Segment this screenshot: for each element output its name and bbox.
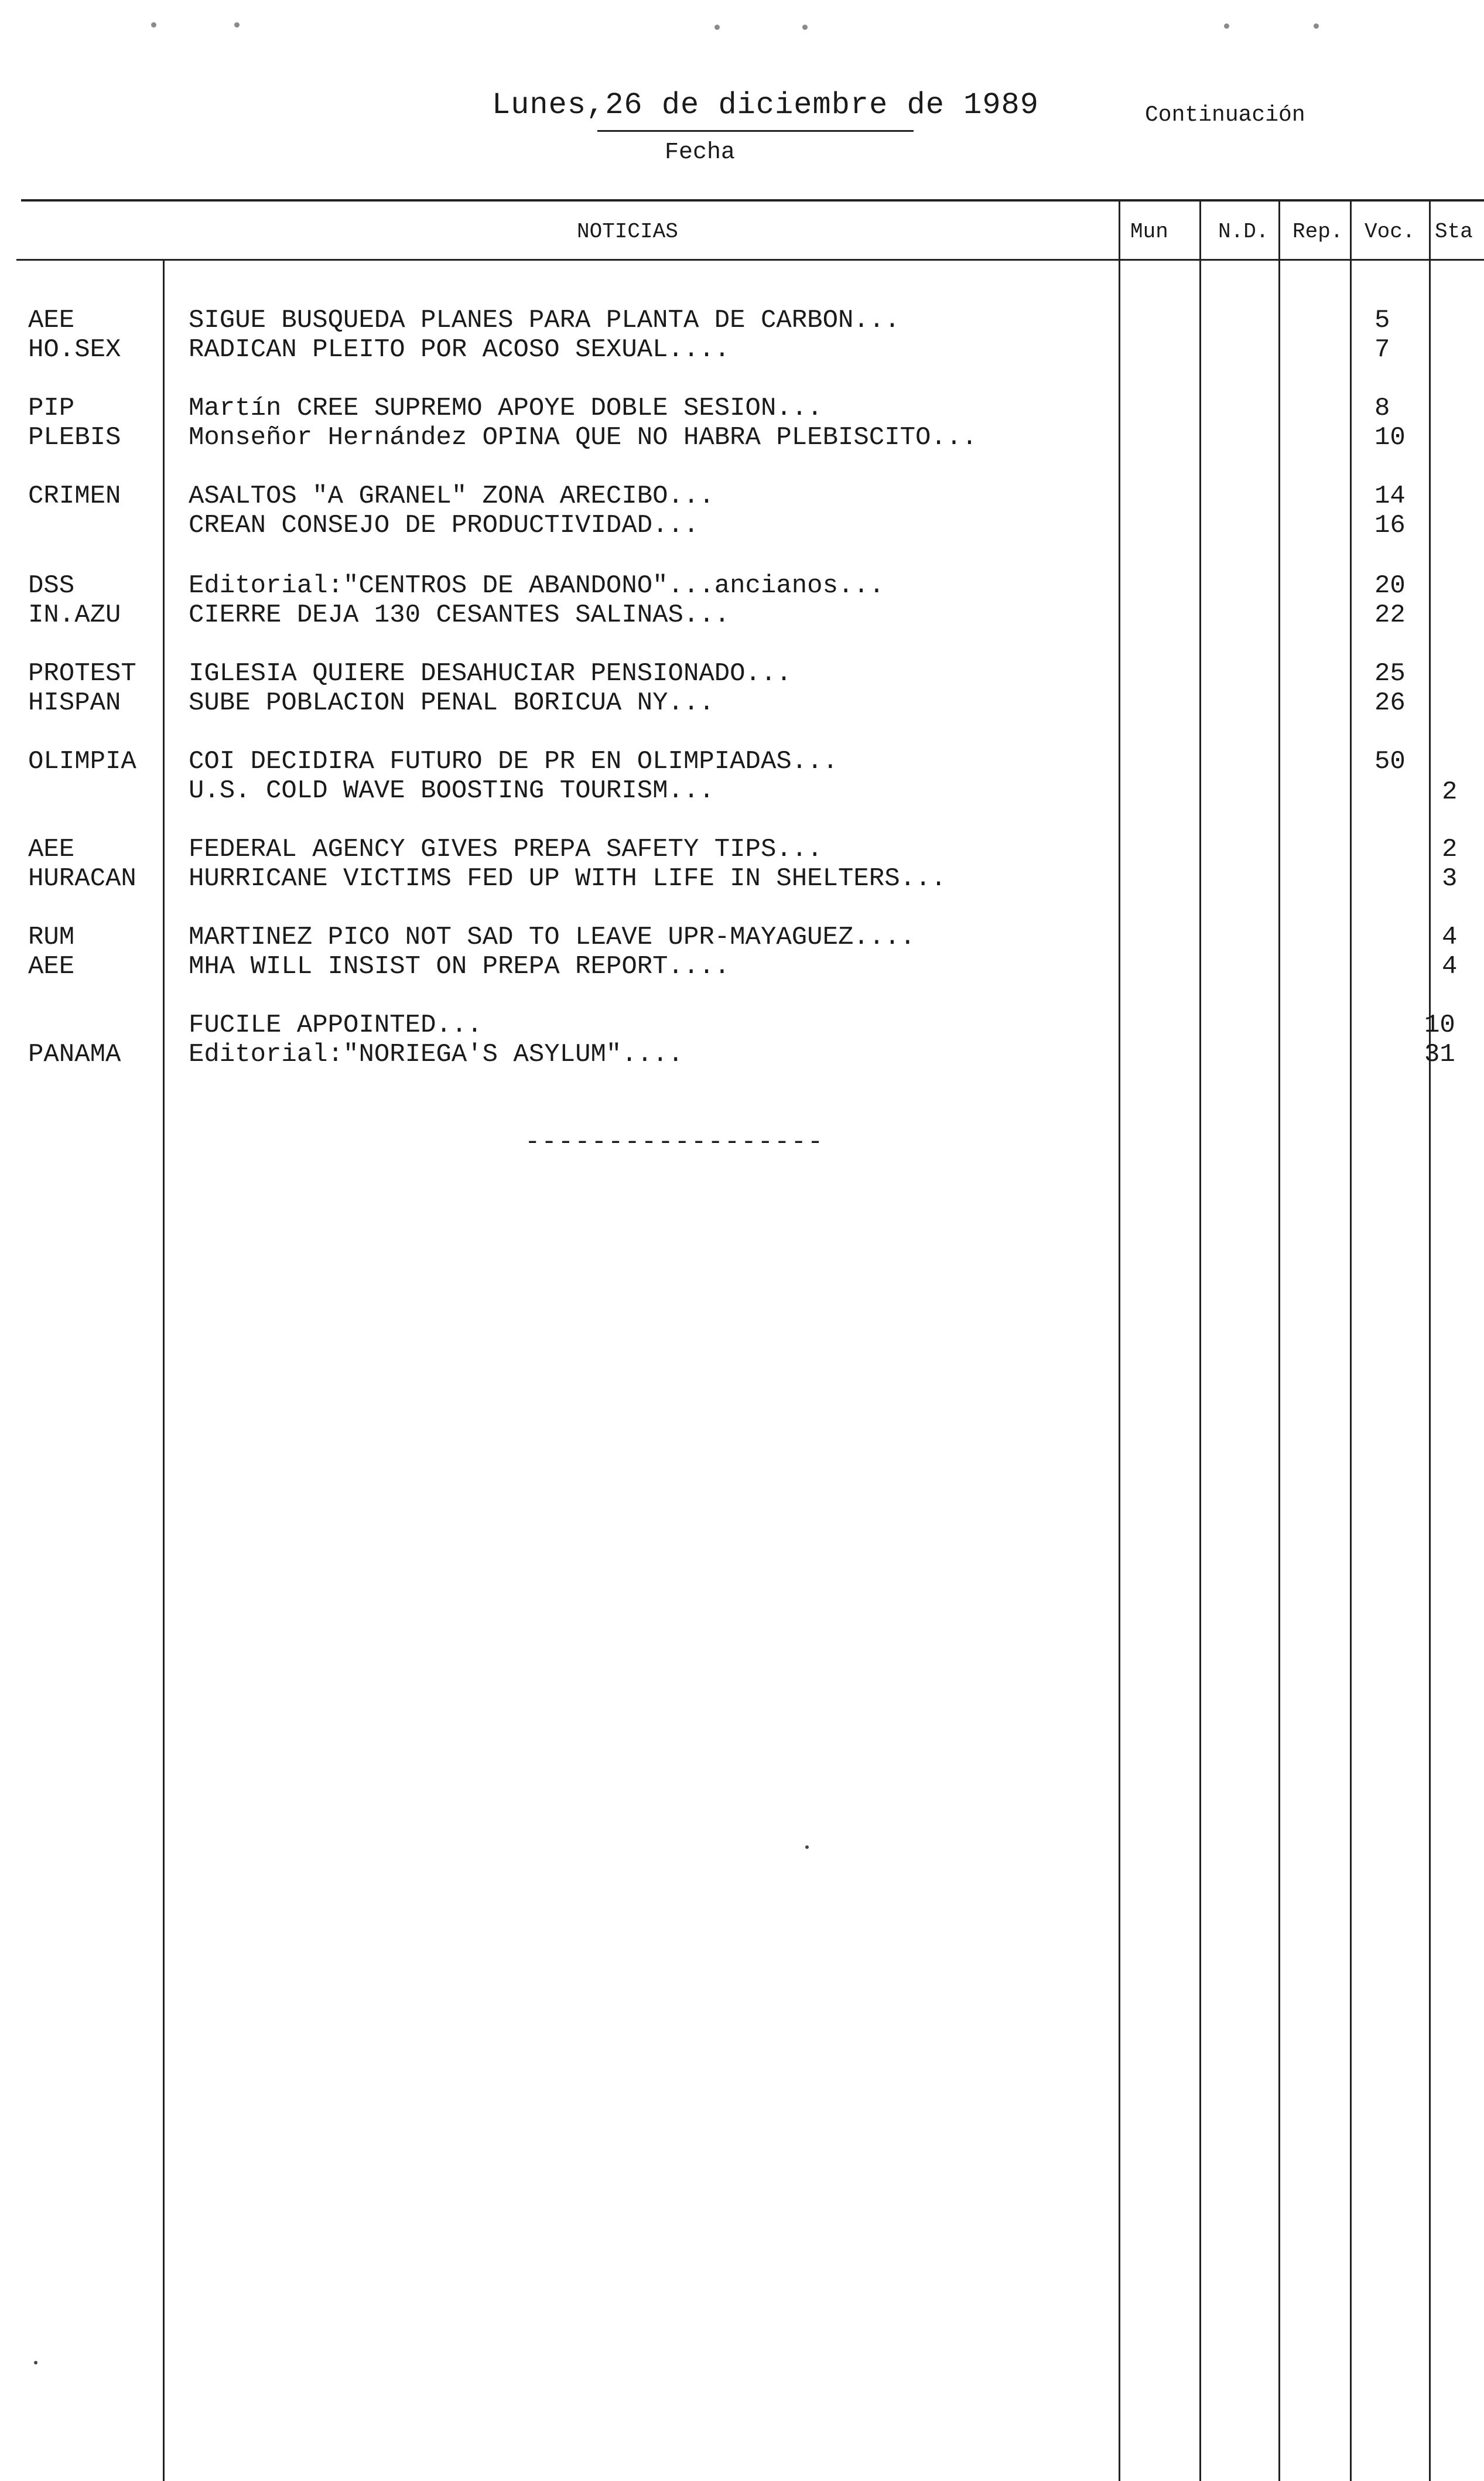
sta-page-number: 2 <box>1442 777 1458 807</box>
mun-column-rule <box>1119 200 1120 2481</box>
punch-dot <box>234 22 240 28</box>
row-tag: RUM <box>28 923 75 952</box>
voc-page-number: 25 <box>1374 659 1406 688</box>
nd-column-rule <box>1199 200 1201 2481</box>
sta-page-number: 4 <box>1442 952 1458 981</box>
column-header-noticias: NOTICIAS <box>577 220 678 244</box>
punch-dot <box>802 25 808 30</box>
news-headline: Martín CREE SUPREMO APOYE DOBLE SESION... <box>189 394 823 423</box>
sta-page-number: 4 <box>1442 923 1458 952</box>
date-underline <box>597 130 914 132</box>
continuation-label: Continuación <box>1145 103 1305 128</box>
news-headline: FUCILE APPOINTED... <box>189 1011 483 1040</box>
sta-page-number: 31 <box>1424 1040 1455 1069</box>
row-tag: IN.AZU <box>28 600 121 630</box>
news-headline: ASALTOS "A GRANEL" ZONA ARECIBO... <box>189 482 714 511</box>
table-top-rule <box>21 199 1484 202</box>
news-headline: CIERRE DEJA 130 CESANTES SALINAS... <box>189 600 730 630</box>
voc-column-rule <box>1350 200 1352 2481</box>
voc-page-number: 7 <box>1374 335 1390 364</box>
report-date: Lunes,26 de diciembre de 1989 <box>492 88 1039 122</box>
rep-column-rule <box>1278 200 1280 2481</box>
punch-dot <box>714 25 720 30</box>
news-headline: MARTINEZ PICO NOT SAD TO LEAVE UPR-MAYAGUEZ.... <box>189 923 916 952</box>
row-tag: PIP <box>28 394 75 423</box>
sta-column-rule <box>1429 200 1431 2481</box>
sta-page-number: 2 <box>1442 835 1458 864</box>
news-headline: HURRICANE VICTIMS FED UP WITH LIFE IN SHELTERS... <box>189 864 946 893</box>
scan-speck <box>34 2361 37 2364</box>
news-headline: MHA WILL INSIST ON PREPA REPORT.... <box>189 952 730 981</box>
row-tag: AEE <box>28 835 75 864</box>
voc-page-number: 16 <box>1374 511 1406 540</box>
end-of-list-rule: ------------------ <box>525 1128 825 1157</box>
row-tag: AEE <box>28 952 75 981</box>
news-headline: CREAN CONSEJO DE PRODUCTIVIDAD... <box>189 511 699 540</box>
voc-page-number: 10 <box>1374 423 1406 452</box>
column-header-mun: Mun <box>1130 220 1168 244</box>
punch-dot <box>1314 23 1319 29</box>
news-headline: Editorial:"NORIEGA'S ASYLUM".... <box>189 1040 683 1069</box>
row-tag: PANAMA <box>28 1040 121 1069</box>
column-header-rep: Rep. <box>1292 220 1343 244</box>
row-tag: HURACAN <box>28 864 136 893</box>
row-tag: AEE <box>28 306 75 335</box>
row-tag: DSS <box>28 571 75 600</box>
sta-page-number: 10 <box>1424 1011 1455 1040</box>
news-headline: RADICAN PLEITO POR ACOSO SEXUAL.... <box>189 335 730 364</box>
news-headline: Monseñor Hernández OPINA QUE NO HABRA PLEBISCITO... <box>189 423 977 452</box>
fecha-label: Fecha <box>665 139 736 166</box>
row-tag: CRIMEN <box>28 482 121 511</box>
sta-page-number: 3 <box>1442 864 1458 893</box>
row-tag: PROTEST <box>28 659 136 688</box>
voc-page-number: 8 <box>1374 394 1390 423</box>
voc-page-number: 14 <box>1374 482 1406 511</box>
punch-dot <box>151 22 156 28</box>
voc-page-number: 22 <box>1374 600 1406 630</box>
row-tag: OLIMPIA <box>28 747 136 776</box>
column-header-sta: Sta <box>1435 220 1473 244</box>
voc-page-number: 20 <box>1374 571 1406 600</box>
row-tag: PLEBIS <box>28 423 121 452</box>
scan-speck <box>805 1845 809 1849</box>
column-header-nd: N.D. <box>1218 220 1269 244</box>
voc-page-number: 26 <box>1374 688 1406 718</box>
column-header-voc: Voc. <box>1365 220 1415 244</box>
row-tag: HO.SEX <box>28 335 121 364</box>
row-tag: HISPAN <box>28 688 121 718</box>
news-headline: SIGUE BUSQUEDA PLANES PARA PLANTA DE CARBON... <box>189 306 900 335</box>
news-headline: U.S. COLD WAVE BOOSTING TOURISM... <box>189 776 714 806</box>
news-headline: COI DECIDIRA FUTURO DE PR EN OLIMPIADAS... <box>189 747 838 776</box>
table-header-rule <box>16 259 1484 261</box>
news-headline: SUBE POBLACION PENAL BORICUA NY... <box>189 688 714 718</box>
tag-column-rule <box>163 259 165 2481</box>
news-headline: Editorial:"CENTROS DE ABANDONO"...ancianos... <box>189 571 885 600</box>
voc-page-number: 50 <box>1374 747 1406 776</box>
voc-page-number: 5 <box>1374 306 1390 335</box>
news-headline: FEDERAL AGENCY GIVES PREPA SAFETY TIPS... <box>189 835 823 864</box>
news-headline: IGLESIA QUIERE DESAHUCIAR PENSIONADO... <box>189 659 792 688</box>
punch-dot <box>1224 23 1229 29</box>
